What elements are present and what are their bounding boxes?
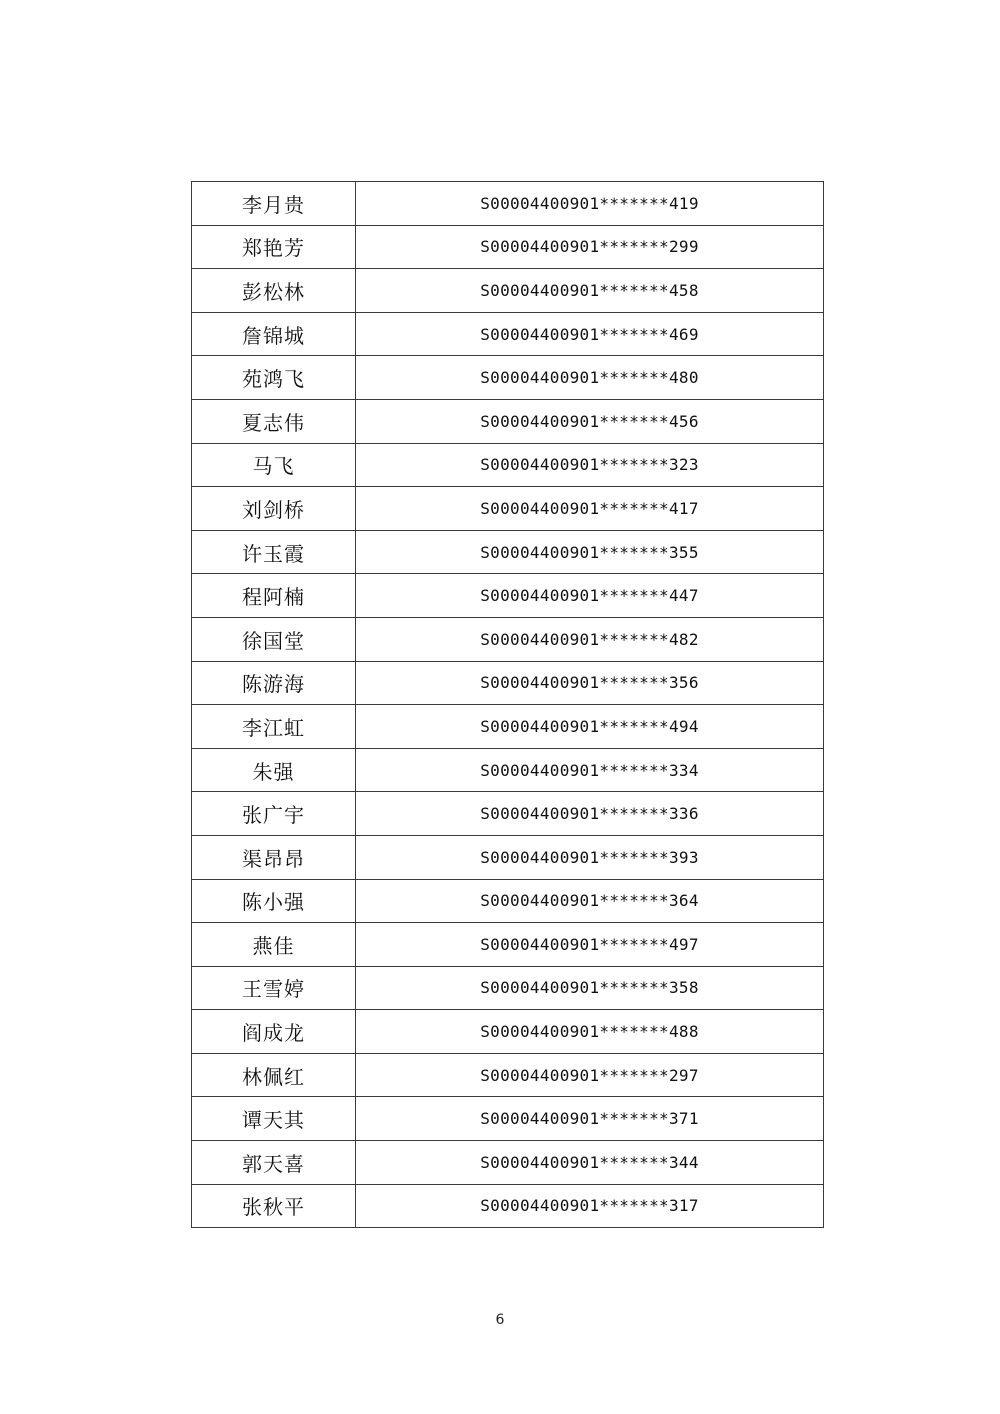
id-cell: S00004400901*******497: [356, 923, 824, 967]
name-cell: 李月贵: [192, 182, 356, 226]
id-cell: S00004400901*******417: [356, 487, 824, 531]
name-cell: 许玉霞: [192, 530, 356, 574]
id-cell: S00004400901*******358: [356, 966, 824, 1010]
name-cell: 徐国堂: [192, 617, 356, 661]
table-row: [192, 748, 824, 792]
name-cell: 王雪婷: [192, 966, 356, 1010]
table-row: [192, 269, 824, 313]
name-cell: 郑艳芳: [192, 225, 356, 269]
id-cell: S00004400901*******482: [356, 617, 824, 661]
id-cell: S00004400901*******458: [356, 269, 824, 313]
id-cell: S00004400901*******355: [356, 530, 824, 574]
name-cell: 李江虹: [192, 705, 356, 749]
table-row: [192, 661, 824, 705]
table-row: [192, 705, 824, 749]
table-row: [192, 487, 824, 531]
table-row: [192, 792, 824, 836]
id-cell: S00004400901*******469: [356, 312, 824, 356]
table-row: [192, 182, 824, 226]
table-row: [192, 1053, 824, 1097]
name-cell: 林佩红: [192, 1053, 356, 1097]
id-cell: S00004400901*******488: [356, 1010, 824, 1054]
name-cell: 马飞: [192, 443, 356, 487]
id-cell: S00004400901*******317: [356, 1184, 824, 1228]
id-cell: S00004400901*******344: [356, 1141, 824, 1185]
page-number: 6: [495, 1312, 505, 1328]
table-row: [192, 966, 824, 1010]
name-cell: 詹锦城: [192, 312, 356, 356]
name-cell: 渠昂昂: [192, 835, 356, 879]
id-cell: S00004400901*******419: [356, 182, 824, 226]
name-cell: 郭天喜: [192, 1141, 356, 1185]
table-row: [192, 225, 824, 269]
id-cell: S00004400901*******494: [356, 705, 824, 749]
id-cell: S00004400901*******480: [356, 356, 824, 400]
id-cell: S00004400901*******371: [356, 1097, 824, 1141]
table-row: [192, 835, 824, 879]
name-cell: 夏志伟: [192, 399, 356, 443]
id-cell: S00004400901*******334: [356, 748, 824, 792]
name-cell: 张秋平: [192, 1184, 356, 1228]
name-cell: 程阿楠: [192, 574, 356, 618]
roster-table-body: [192, 182, 824, 1228]
id-cell: S00004400901*******323: [356, 443, 824, 487]
id-cell: S00004400901*******456: [356, 399, 824, 443]
id-cell: S00004400901*******299: [356, 225, 824, 269]
table-row: [192, 356, 824, 400]
table-row: [192, 1097, 824, 1141]
name-cell: 张广宇: [192, 792, 356, 836]
id-cell: S00004400901*******393: [356, 835, 824, 879]
roster-table: [191, 181, 824, 1228]
table-row: [192, 879, 824, 923]
id-cell: S00004400901*******356: [356, 661, 824, 705]
table-row: [192, 530, 824, 574]
table-row: [192, 443, 824, 487]
id-cell: S00004400901*******447: [356, 574, 824, 618]
name-cell: 燕佳: [192, 923, 356, 967]
id-cell: S00004400901*******364: [356, 879, 824, 923]
name-cell: 阎成龙: [192, 1010, 356, 1054]
table-row: [192, 923, 824, 967]
name-cell: 彭松林: [192, 269, 356, 313]
table-row: [192, 574, 824, 618]
name-cell: 苑鸿飞: [192, 356, 356, 400]
table-row: [192, 399, 824, 443]
table-row: [192, 1010, 824, 1054]
name-cell: 朱强: [192, 748, 356, 792]
table-row: [192, 617, 824, 661]
id-cell: S00004400901*******297: [356, 1053, 824, 1097]
name-cell: 谭天其: [192, 1097, 356, 1141]
table-row: [192, 312, 824, 356]
name-cell: 陈小强: [192, 879, 356, 923]
table-row: [192, 1141, 824, 1185]
name-cell: 刘剑桥: [192, 487, 356, 531]
id-cell: S00004400901*******336: [356, 792, 824, 836]
table-row: [192, 1184, 824, 1228]
name-cell: 陈游海: [192, 661, 356, 705]
